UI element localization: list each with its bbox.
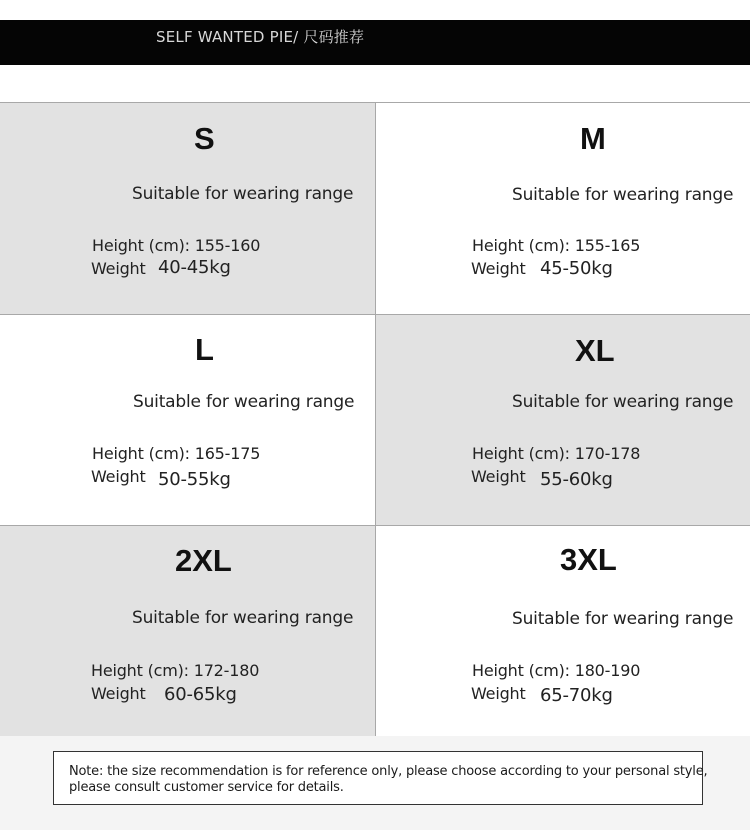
weight-range: 55-60kg bbox=[540, 469, 613, 490]
weight-range: 40-45kg bbox=[158, 257, 231, 278]
size-card-s bbox=[0, 103, 375, 315]
size-label: L bbox=[195, 332, 214, 367]
height-range: Height (cm): 180-190 bbox=[472, 661, 641, 680]
range-label: Suitable for wearing range bbox=[512, 609, 734, 629]
height-range: Height (cm): 172-180 bbox=[91, 661, 260, 680]
size-card-xl bbox=[375, 315, 750, 526]
range-label: Suitable for wearing range bbox=[132, 608, 354, 628]
weight-label: Weight bbox=[471, 467, 526, 486]
height-range: Height (cm): 155-160 bbox=[92, 236, 261, 255]
size-card-l bbox=[0, 315, 375, 526]
height-range: Height (cm): 155-165 bbox=[472, 236, 641, 255]
weight-range: 60-65kg bbox=[164, 684, 237, 705]
header-title: SELF WANTED PIE/ 尺码推荐 bbox=[156, 28, 365, 46]
range-label: Suitable for wearing range bbox=[132, 184, 354, 204]
weight-label: Weight bbox=[91, 259, 146, 278]
weight-range: 45-50kg bbox=[540, 258, 613, 279]
header-bar bbox=[0, 20, 750, 65]
size-chart-grid bbox=[0, 102, 750, 737]
weight-label: Weight bbox=[91, 467, 146, 486]
note-box bbox=[53, 751, 708, 805]
size-card-m bbox=[375, 103, 750, 315]
height-range: Height (cm): 165-175 bbox=[92, 444, 261, 463]
size-card-3xl bbox=[375, 526, 750, 737]
weight-label: Weight bbox=[471, 684, 526, 703]
range-label: Suitable for wearing range bbox=[133, 392, 355, 412]
size-label: 3XL bbox=[560, 542, 617, 577]
range-label: Suitable for wearing range bbox=[512, 392, 734, 412]
size-note: Note: the size recommendation is for reference only, please choose according to your personal style, please consult customer service for details. bbox=[69, 764, 708, 795]
weight-range: 50-55kg bbox=[158, 469, 231, 490]
weight-range: 65-70kg bbox=[540, 685, 613, 706]
size-label: 2XL bbox=[175, 543, 232, 578]
size-label: M bbox=[580, 121, 606, 156]
weight-label: Weight bbox=[91, 684, 146, 703]
size-label: S bbox=[194, 121, 215, 156]
weight-label: Weight bbox=[471, 259, 526, 278]
height-range: Height (cm): 170-178 bbox=[472, 444, 641, 463]
size-card-2xl bbox=[0, 526, 375, 737]
size-label: XL bbox=[575, 333, 615, 368]
range-label: Suitable for wearing range bbox=[512, 185, 734, 205]
